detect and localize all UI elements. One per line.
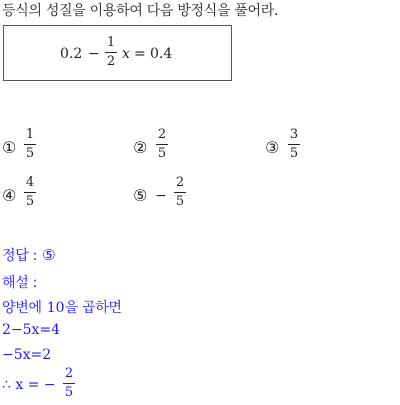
explanation-step3: −5x=2: [2, 347, 52, 363]
fraction-bar: [174, 192, 186, 193]
fraction-bar: [24, 192, 36, 193]
fraction-bar: [288, 144, 300, 145]
explanation-step1: [2, 297, 122, 317]
choice-fraction: [174, 176, 186, 209]
choice-denominator: 5: [175, 194, 185, 209]
choice-numerator: 2: [175, 175, 185, 190]
equation-box: [3, 25, 232, 81]
step4-denominator: 5: [64, 385, 74, 400]
choice-numerator: 2: [157, 127, 167, 142]
choice-denominator: 5: [25, 146, 35, 161]
choice-marker: ①: [2, 138, 17, 157]
choice-marker: ③: [265, 138, 280, 157]
explanation-step2: 2−5x=4: [2, 322, 61, 338]
equation-equals: =: [134, 46, 146, 62]
fraction-bar: [156, 144, 168, 145]
choice-fraction: [24, 128, 36, 161]
equation-variable: x: [122, 46, 130, 62]
question-text: 등식의 성질을 이용하여 다음 방정식을 풀어라.: [2, 3, 279, 19]
step4-prefix: ∴ x = −: [2, 377, 56, 393]
equation-term-a: 0.2: [60, 46, 83, 62]
step4-fraction: [63, 367, 75, 400]
equation-fraction: [105, 36, 117, 69]
fraction-bar: [63, 383, 75, 384]
choice-marker: ⑤: [133, 186, 148, 205]
choice-marker: ④: [2, 186, 17, 205]
fraction-bar: [24, 144, 36, 145]
step1-suffix: 을 곱하면: [64, 300, 122, 316]
choice-denominator: 5: [25, 194, 35, 209]
equation-frac-numerator: 1: [106, 35, 116, 50]
choice-numerator: 1: [25, 127, 35, 142]
step4-numerator: 2: [64, 366, 74, 381]
choice-sign: −: [155, 188, 167, 204]
choice-numerator: 3: [289, 127, 299, 142]
fraction-bar: [105, 52, 117, 53]
choice-marker: ②: [133, 138, 148, 157]
answer-value: ⑤: [42, 246, 56, 264]
equation-rhs: 0.4: [150, 46, 173, 62]
answer-label: 정답 :: [2, 248, 38, 264]
equation-minus: −: [88, 46, 100, 62]
answer-line: [2, 245, 56, 265]
equation-frac-denominator: 2: [106, 54, 116, 69]
choice-numerator: 4: [25, 175, 35, 190]
choice-fraction: [288, 128, 300, 161]
choice-denominator: 5: [157, 146, 167, 161]
explanation-label: 해설 :: [2, 275, 38, 291]
step1-number: 10: [46, 300, 65, 316]
choice-fraction: [156, 128, 168, 161]
choice-denominator: 5: [289, 146, 299, 161]
step1-prefix: 양변에: [2, 300, 42, 316]
choice-fraction: [24, 176, 36, 209]
